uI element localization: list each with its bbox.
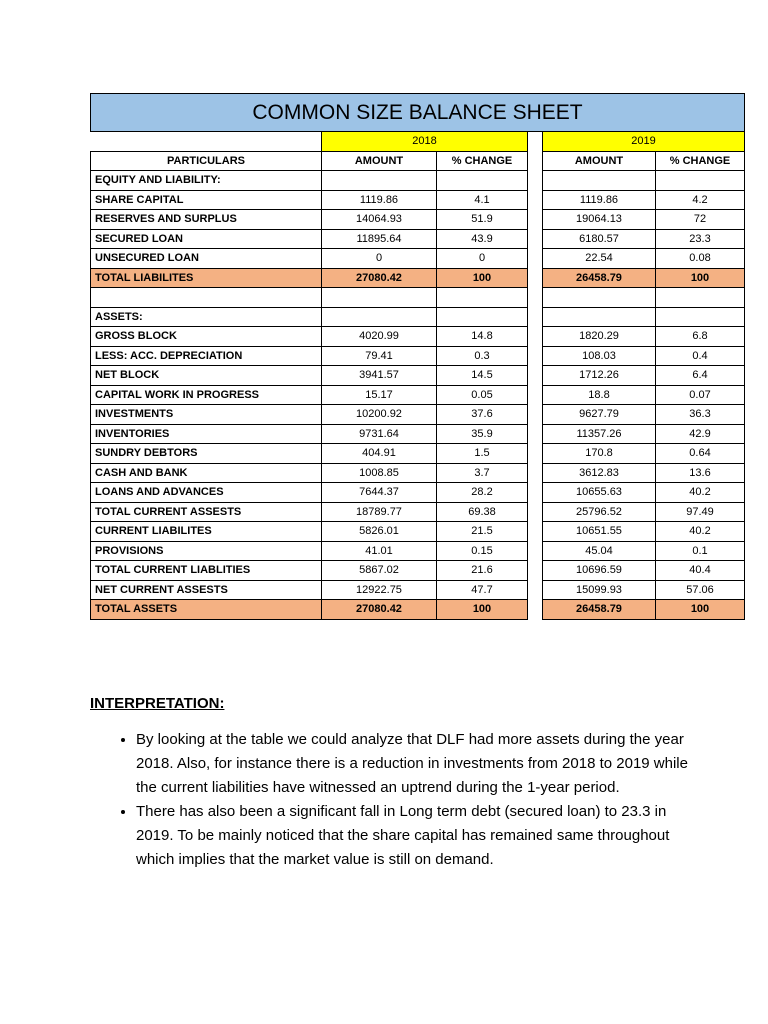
header-change-2019: % CHANGE: [656, 151, 745, 171]
change-2019: 57.06: [656, 580, 745, 600]
amount-2018: 14064.93: [322, 210, 437, 230]
change-2019: 40.2: [656, 483, 745, 503]
amount-2018: 5826.01: [322, 522, 437, 542]
table-row: [91, 561, 745, 581]
amount-2018: 11895.64: [322, 229, 437, 249]
row-label: RESERVES AND SURPLUS: [91, 210, 322, 230]
amount-2018: 15.17: [322, 385, 437, 405]
amount-2018: 404.91: [322, 444, 437, 464]
amount-2019: 1820.29: [543, 327, 656, 347]
change-2018: 43.9: [437, 229, 528, 249]
row-label: CURRENT LIABILITES: [91, 522, 322, 542]
amount-2019: 45.04: [543, 541, 656, 561]
amount-2018: 9731.64: [322, 424, 437, 444]
amount-2019: 10655.63: [543, 483, 656, 503]
table-row: [91, 249, 745, 269]
amount-2019: 10651.55: [543, 522, 656, 542]
table-row: [91, 229, 745, 249]
change-2018: 3.7: [437, 463, 528, 483]
row-label: GROSS BLOCK: [91, 327, 322, 347]
amount-2018: 27080.42: [322, 268, 437, 288]
change-2018: 21.6: [437, 561, 528, 581]
section-label: EQUITY AND LIABILITY:: [91, 171, 322, 191]
amount-2019: 26458.79: [543, 268, 656, 288]
section-row: [91, 171, 745, 191]
table-row: [91, 366, 745, 386]
amount-2019: 22.54: [543, 249, 656, 269]
change-2019: 42.9: [656, 424, 745, 444]
change-2019: 0.07: [656, 385, 745, 405]
change-2018: 1.5: [437, 444, 528, 464]
change-2018: 4.1: [437, 190, 528, 210]
table-row: [91, 327, 745, 347]
table-row: [91, 268, 745, 288]
balance-sheet-table: [90, 93, 745, 620]
blank-row: [91, 288, 745, 308]
row-label: CAPITAL WORK IN PROGRESS: [91, 385, 322, 405]
amount-2018: 3941.57: [322, 366, 437, 386]
row-label: PROVISIONS: [91, 541, 322, 561]
amount-2018: 18789.77: [322, 502, 437, 522]
change-2018: 14.5: [437, 366, 528, 386]
amount-2019: 1712.26: [543, 366, 656, 386]
row-label: INVENTORIES: [91, 424, 322, 444]
row-label: TOTAL ASSETS: [91, 600, 322, 620]
interpretation-bullet: • By looking at the table we could analyze that DLF had more assets during the year 2018. Also, for instance there is a reduction in investments from 2018 to 2019 while the current liabilities have witnessed an uptrend during the 1-year period.: [136, 728, 690, 800]
amount-2019: 10696.59: [543, 561, 656, 581]
amount-2018: 41.01: [322, 541, 437, 561]
table-row: [91, 580, 745, 600]
amount-2018: 12922.75: [322, 580, 437, 600]
change-2018: 0.3: [437, 346, 528, 366]
amount-2018: 1008.85: [322, 463, 437, 483]
change-2019: 36.3: [656, 405, 745, 425]
section-label: ASSETS:: [91, 307, 322, 327]
change-2018: 0.05: [437, 385, 528, 405]
row-label: NET CURRENT ASSESTS: [91, 580, 322, 600]
amount-2019: 25796.52: [543, 502, 656, 522]
table-row: [91, 210, 745, 230]
change-2019: 97.49: [656, 502, 745, 522]
table-row: [91, 522, 745, 542]
change-2018: 0.15: [437, 541, 528, 561]
header-amount-2018: AMOUNT: [322, 151, 437, 171]
year-2019: 2019: [543, 132, 745, 152]
table-row: [91, 385, 745, 405]
table-title-row: [91, 94, 745, 132]
row-label: LOANS AND ADVANCES: [91, 483, 322, 503]
header-amount-2019: AMOUNT: [543, 151, 656, 171]
interpretation-section: [90, 692, 690, 872]
change-2019: 4.2: [656, 190, 745, 210]
change-2018: 0: [437, 249, 528, 269]
amount-2019: 3612.83: [543, 463, 656, 483]
change-2019: 23.3: [656, 229, 745, 249]
row-label: TOTAL LIABILITES: [91, 268, 322, 288]
interpretation-bullet: • There has also been a significant fall in Long term debt (secured loan) to 23.3 in 2019. To be mainly noticed that the share capital has remained same throughout which implies that the market value is still on demand.: [136, 800, 690, 872]
row-label: TOTAL CURRENT ASSESTS: [91, 502, 322, 522]
change-2019: 0.4: [656, 346, 745, 366]
change-2018: 14.8: [437, 327, 528, 347]
change-2018: 28.2: [437, 483, 528, 503]
amount-2018: 10200.92: [322, 405, 437, 425]
change-2019: 100: [656, 268, 745, 288]
table-row: [91, 405, 745, 425]
table-row: [91, 600, 745, 620]
row-label: SECURED LOAN: [91, 229, 322, 249]
table-row: [91, 502, 745, 522]
row-label: SUNDRY DEBTORS: [91, 444, 322, 464]
amount-2019: 6180.57: [543, 229, 656, 249]
change-2018: 37.6: [437, 405, 528, 425]
year-2018: 2018: [322, 132, 528, 152]
change-2018: 21.5: [437, 522, 528, 542]
amount-2019: 15099.93: [543, 580, 656, 600]
change-2018: 35.9: [437, 424, 528, 444]
amount-2019: 1119.86: [543, 190, 656, 210]
row-label: CASH AND BANK: [91, 463, 322, 483]
interpretation-heading: INTERPRETATION:: [90, 695, 225, 712]
change-2019: 100: [656, 600, 745, 620]
table-title: COMMON SIZE BALANCE SHEET: [91, 94, 745, 132]
table-row: [91, 541, 745, 561]
amount-2018: 0: [322, 249, 437, 269]
interpretation-list: [90, 728, 690, 872]
table-row: [91, 424, 745, 444]
change-2019: 0.1: [656, 541, 745, 561]
row-label: INVESTMENTS: [91, 405, 322, 425]
amount-2019: 9627.79: [543, 405, 656, 425]
amount-2018: 27080.42: [322, 600, 437, 620]
table-row: [91, 346, 745, 366]
column-header-row: [91, 151, 745, 171]
year-row: [91, 132, 745, 152]
amount-2018: 5867.02: [322, 561, 437, 581]
row-label: UNSECURED LOAN: [91, 249, 322, 269]
change-2019: 72: [656, 210, 745, 230]
amount-2019: 19064.13: [543, 210, 656, 230]
change-2018: 51.9: [437, 210, 528, 230]
row-label: SHARE CAPITAL: [91, 190, 322, 210]
amount-2019: 18.8: [543, 385, 656, 405]
table-row: [91, 190, 745, 210]
change-2018: 100: [437, 600, 528, 620]
amount-2018: 4020.99: [322, 327, 437, 347]
section-row: [91, 307, 745, 327]
table-row: [91, 444, 745, 464]
amount-2019: 108.03: [543, 346, 656, 366]
change-2018: 100: [437, 268, 528, 288]
amount-2019: 11357.26: [543, 424, 656, 444]
amount-2018: 7644.37: [322, 483, 437, 503]
change-2019: 6.4: [656, 366, 745, 386]
change-2019: 40.4: [656, 561, 745, 581]
change-2019: 0.64: [656, 444, 745, 464]
table-row: [91, 463, 745, 483]
header-change-2018: % CHANGE: [437, 151, 528, 171]
header-particulars: PARTICULARS: [91, 151, 322, 171]
amount-2018: 79.41: [322, 346, 437, 366]
change-2019: 13.6: [656, 463, 745, 483]
change-2019: 40.2: [656, 522, 745, 542]
change-2019: 0.08: [656, 249, 745, 269]
change-2019: 6.8: [656, 327, 745, 347]
table-row: [91, 483, 745, 503]
amount-2019: 26458.79: [543, 600, 656, 620]
row-label: TOTAL CURRENT LIABLITIES: [91, 561, 322, 581]
amount-2019: 170.8: [543, 444, 656, 464]
row-label: NET BLOCK: [91, 366, 322, 386]
row-label: LESS: ACC. DEPRECIATION: [91, 346, 322, 366]
change-2018: 47.7: [437, 580, 528, 600]
amount-2018: 1119.86: [322, 190, 437, 210]
change-2018: 69.38: [437, 502, 528, 522]
